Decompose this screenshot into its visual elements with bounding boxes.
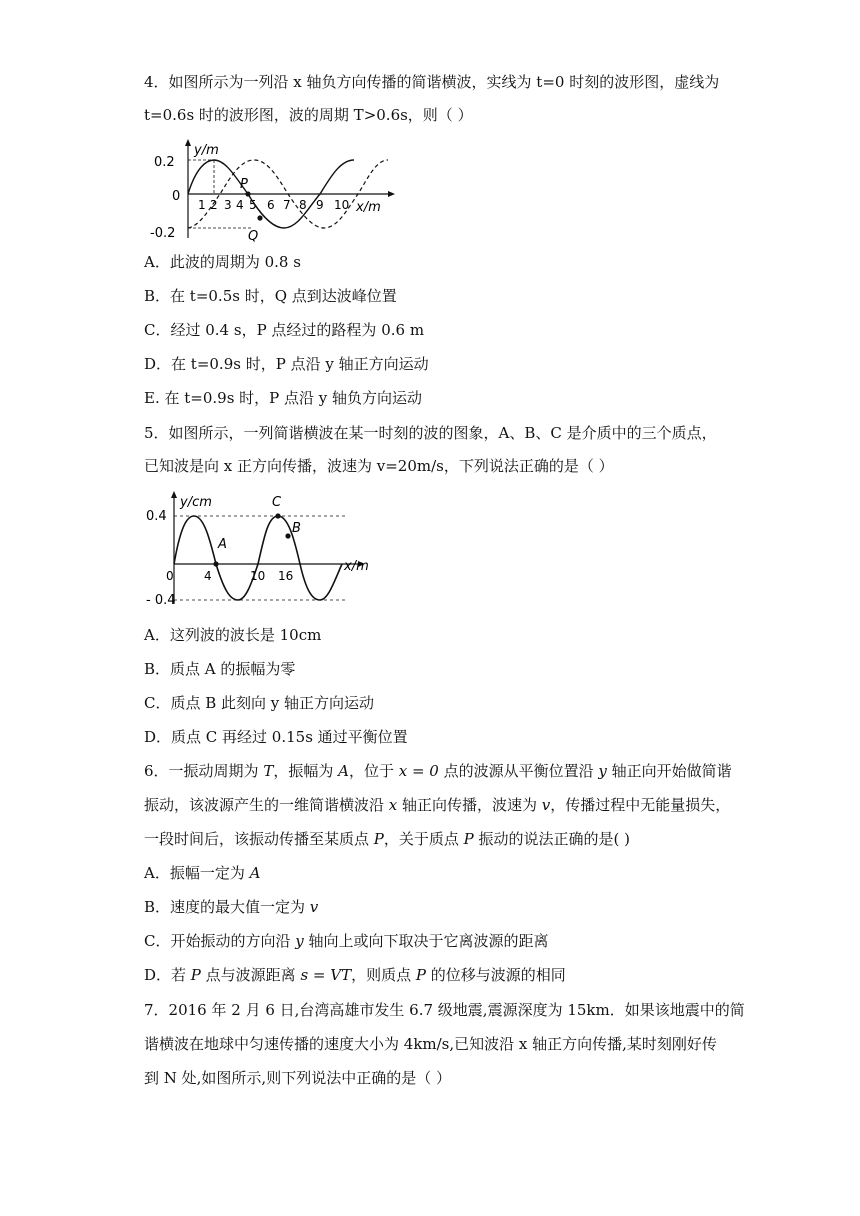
q6-option-d bbox=[144, 965, 566, 985]
q6-option-a bbox=[144, 863, 260, 883]
q5-wave-figure bbox=[146, 490, 376, 610]
q4-option-b: B．在 t=0.5s 时，Q 点到达波峰位置 bbox=[144, 287, 397, 305]
q4-tick: 1 bbox=[198, 198, 206, 212]
q5-tick: 10 bbox=[250, 569, 266, 583]
text-run: 轴正向传播，波速为 bbox=[397, 796, 542, 814]
q6-stem-line1 bbox=[144, 761, 732, 781]
math-symbol: P bbox=[190, 966, 201, 984]
q4-tick: 5 bbox=[249, 198, 257, 212]
math-symbol: A bbox=[338, 762, 349, 780]
q4-xlabel: x/m bbox=[356, 200, 381, 215]
math-symbol: x bbox=[388, 796, 398, 814]
q6-stem-line3 bbox=[144, 829, 630, 849]
q4-tick-labels bbox=[198, 198, 349, 212]
text-run: 6．一振动周期为 bbox=[144, 762, 264, 780]
q5-label-a: A bbox=[218, 537, 227, 552]
math-symbol: T bbox=[263, 762, 274, 780]
q4-tick: 9 bbox=[316, 198, 324, 212]
text-run: 振动，该波源产生的一维简谐横波沿 bbox=[144, 796, 389, 814]
q4-tick: 6 bbox=[267, 198, 275, 212]
math-symbol: A bbox=[249, 864, 261, 882]
q5-tick: 4 bbox=[204, 569, 212, 583]
text-run: 点与波源距离 bbox=[200, 966, 301, 984]
q5-y-top: 0.4 bbox=[146, 509, 167, 524]
text-run: B．速度的最大值一定为 bbox=[144, 898, 310, 916]
q5-ylabel: y/cm bbox=[180, 495, 212, 510]
q6-option-b bbox=[144, 897, 318, 917]
q7-stem-line2: 谐横波在地球中匀速传播的速度大小为 4km/s,已知波沿 x 轴正方向传播,某时刻刚好传 bbox=[144, 1035, 717, 1053]
q7-stem-line3: 到 N 处,如图所示,则下列说法中正确的是（ ） bbox=[144, 1069, 451, 1087]
q5-wave bbox=[174, 516, 342, 600]
q5-label-b: B bbox=[292, 521, 301, 536]
text-run: ，传播过程中无能量损失， bbox=[550, 796, 731, 814]
q5-point-c bbox=[275, 513, 280, 518]
q5-stem-line1: 5．如图所示，一列简谐横波在某一时刻的波的图象，A、B、C 是介质中的三个质点， bbox=[144, 424, 717, 442]
q5-option-d: D．质点 C 再经过 0.15s 通过平衡位置 bbox=[144, 728, 408, 746]
math-symbol: y bbox=[295, 932, 304, 950]
q4-tick: 7 bbox=[283, 198, 291, 212]
text-run: ，振幅为 bbox=[273, 762, 339, 780]
q4-ylabel: y/m bbox=[194, 143, 219, 158]
q5-point-a bbox=[213, 561, 218, 566]
q4-label-p: P bbox=[240, 177, 248, 192]
q4-point-q bbox=[257, 215, 262, 220]
q4-option-e: E. 在 t=0.9s 时，P 点沿 y 轴负方向运动 bbox=[144, 389, 423, 407]
text-run: 轴向上或向下取决于它离波源的距离 bbox=[303, 932, 549, 950]
q5-stem-line2: 已知波是向 x 正方向传播，波速为 v=20m/s，下列说法正确的是（ ） bbox=[144, 457, 614, 475]
q4-wave-figure bbox=[148, 138, 398, 248]
q4-option-c: C．经过 0.4 s，P 点经过的路程为 0.6 m bbox=[144, 321, 425, 339]
q4-point-p bbox=[245, 191, 250, 196]
q5-xlabel: x/m bbox=[344, 559, 369, 574]
q4-stem-line2: t=0.6s 时的波形图，波的周期 T>0.6s，则（ ） bbox=[144, 106, 473, 124]
text-run: 振动的说法正确的是( ) bbox=[473, 830, 630, 848]
math-symbol: v bbox=[309, 898, 319, 916]
q4-label-q: Q bbox=[248, 229, 259, 244]
math-symbol: P bbox=[415, 966, 426, 984]
text-run: 轴正向开始做简谐 bbox=[606, 762, 732, 780]
q4-option-d: D．在 t=0.9s 时，P 点沿 y 轴正方向运动 bbox=[144, 355, 429, 373]
text-run: D．若 bbox=[144, 966, 191, 984]
math-symbol: v bbox=[541, 796, 551, 814]
text-run: ，则质点 bbox=[351, 966, 416, 984]
text-run: C．开始振动的方向沿 bbox=[144, 932, 296, 950]
text-run: ，位于 bbox=[348, 762, 399, 780]
q4-tick: 8 bbox=[299, 198, 307, 212]
q4-y-bottom: -0.2 bbox=[150, 226, 176, 241]
q6-option-c bbox=[144, 931, 549, 951]
q4-tick: 2 bbox=[210, 198, 218, 212]
q4-option-a: A．此波的周期为 0.8 s bbox=[144, 253, 301, 271]
math-symbol: P bbox=[463, 830, 474, 848]
q5-option-a: A．这列波的波长是 10cm bbox=[144, 626, 322, 644]
q4-stem-line1: 4．如图所示为一列沿 x 轴负方向传播的简谐横波，实线为 t=0 时刻的波形图，虚线为 bbox=[144, 73, 720, 91]
q4-y-zero: 0 bbox=[172, 189, 181, 204]
q5-tick: 16 bbox=[278, 569, 294, 583]
text-run: 一段时间后，该振动传播至某质点 bbox=[144, 830, 374, 848]
q4-tick: 3 bbox=[224, 198, 232, 212]
math-symbol: x = 0 bbox=[398, 762, 439, 780]
math-symbol: y bbox=[598, 762, 607, 780]
q4-y-top: 0.2 bbox=[154, 155, 175, 170]
q5-point-b bbox=[285, 533, 290, 538]
q4-tick: 4 bbox=[236, 198, 244, 212]
q5-option-c: C．质点 B 此刻向 y 轴正方向运动 bbox=[144, 694, 375, 712]
text-run: 的位移与波源的相同 bbox=[425, 966, 566, 984]
q5-y-bottom: - 0.4 bbox=[146, 593, 176, 608]
q4-tick: 10 bbox=[334, 198, 350, 212]
q5-label-c: C bbox=[272, 495, 282, 510]
text-run: 点的波源从平衡位置沿 bbox=[438, 762, 599, 780]
math-symbol: s = VT bbox=[300, 966, 352, 984]
text-run: A．振幅一定为 bbox=[144, 864, 250, 882]
q6-stem-line2 bbox=[144, 795, 730, 815]
text-run: ，关于质点 bbox=[383, 830, 464, 848]
math-symbol: P bbox=[373, 830, 384, 848]
q5-tick: 0 bbox=[166, 569, 174, 583]
q5-option-b: B．质点 A 的振幅为零 bbox=[144, 660, 296, 678]
q7-stem-line1: 7．2016 年 2 月 6 日,台湾高雄市发生 6.7 级地震,震源深度为 15km．如果该地震中的简 bbox=[144, 1001, 745, 1019]
